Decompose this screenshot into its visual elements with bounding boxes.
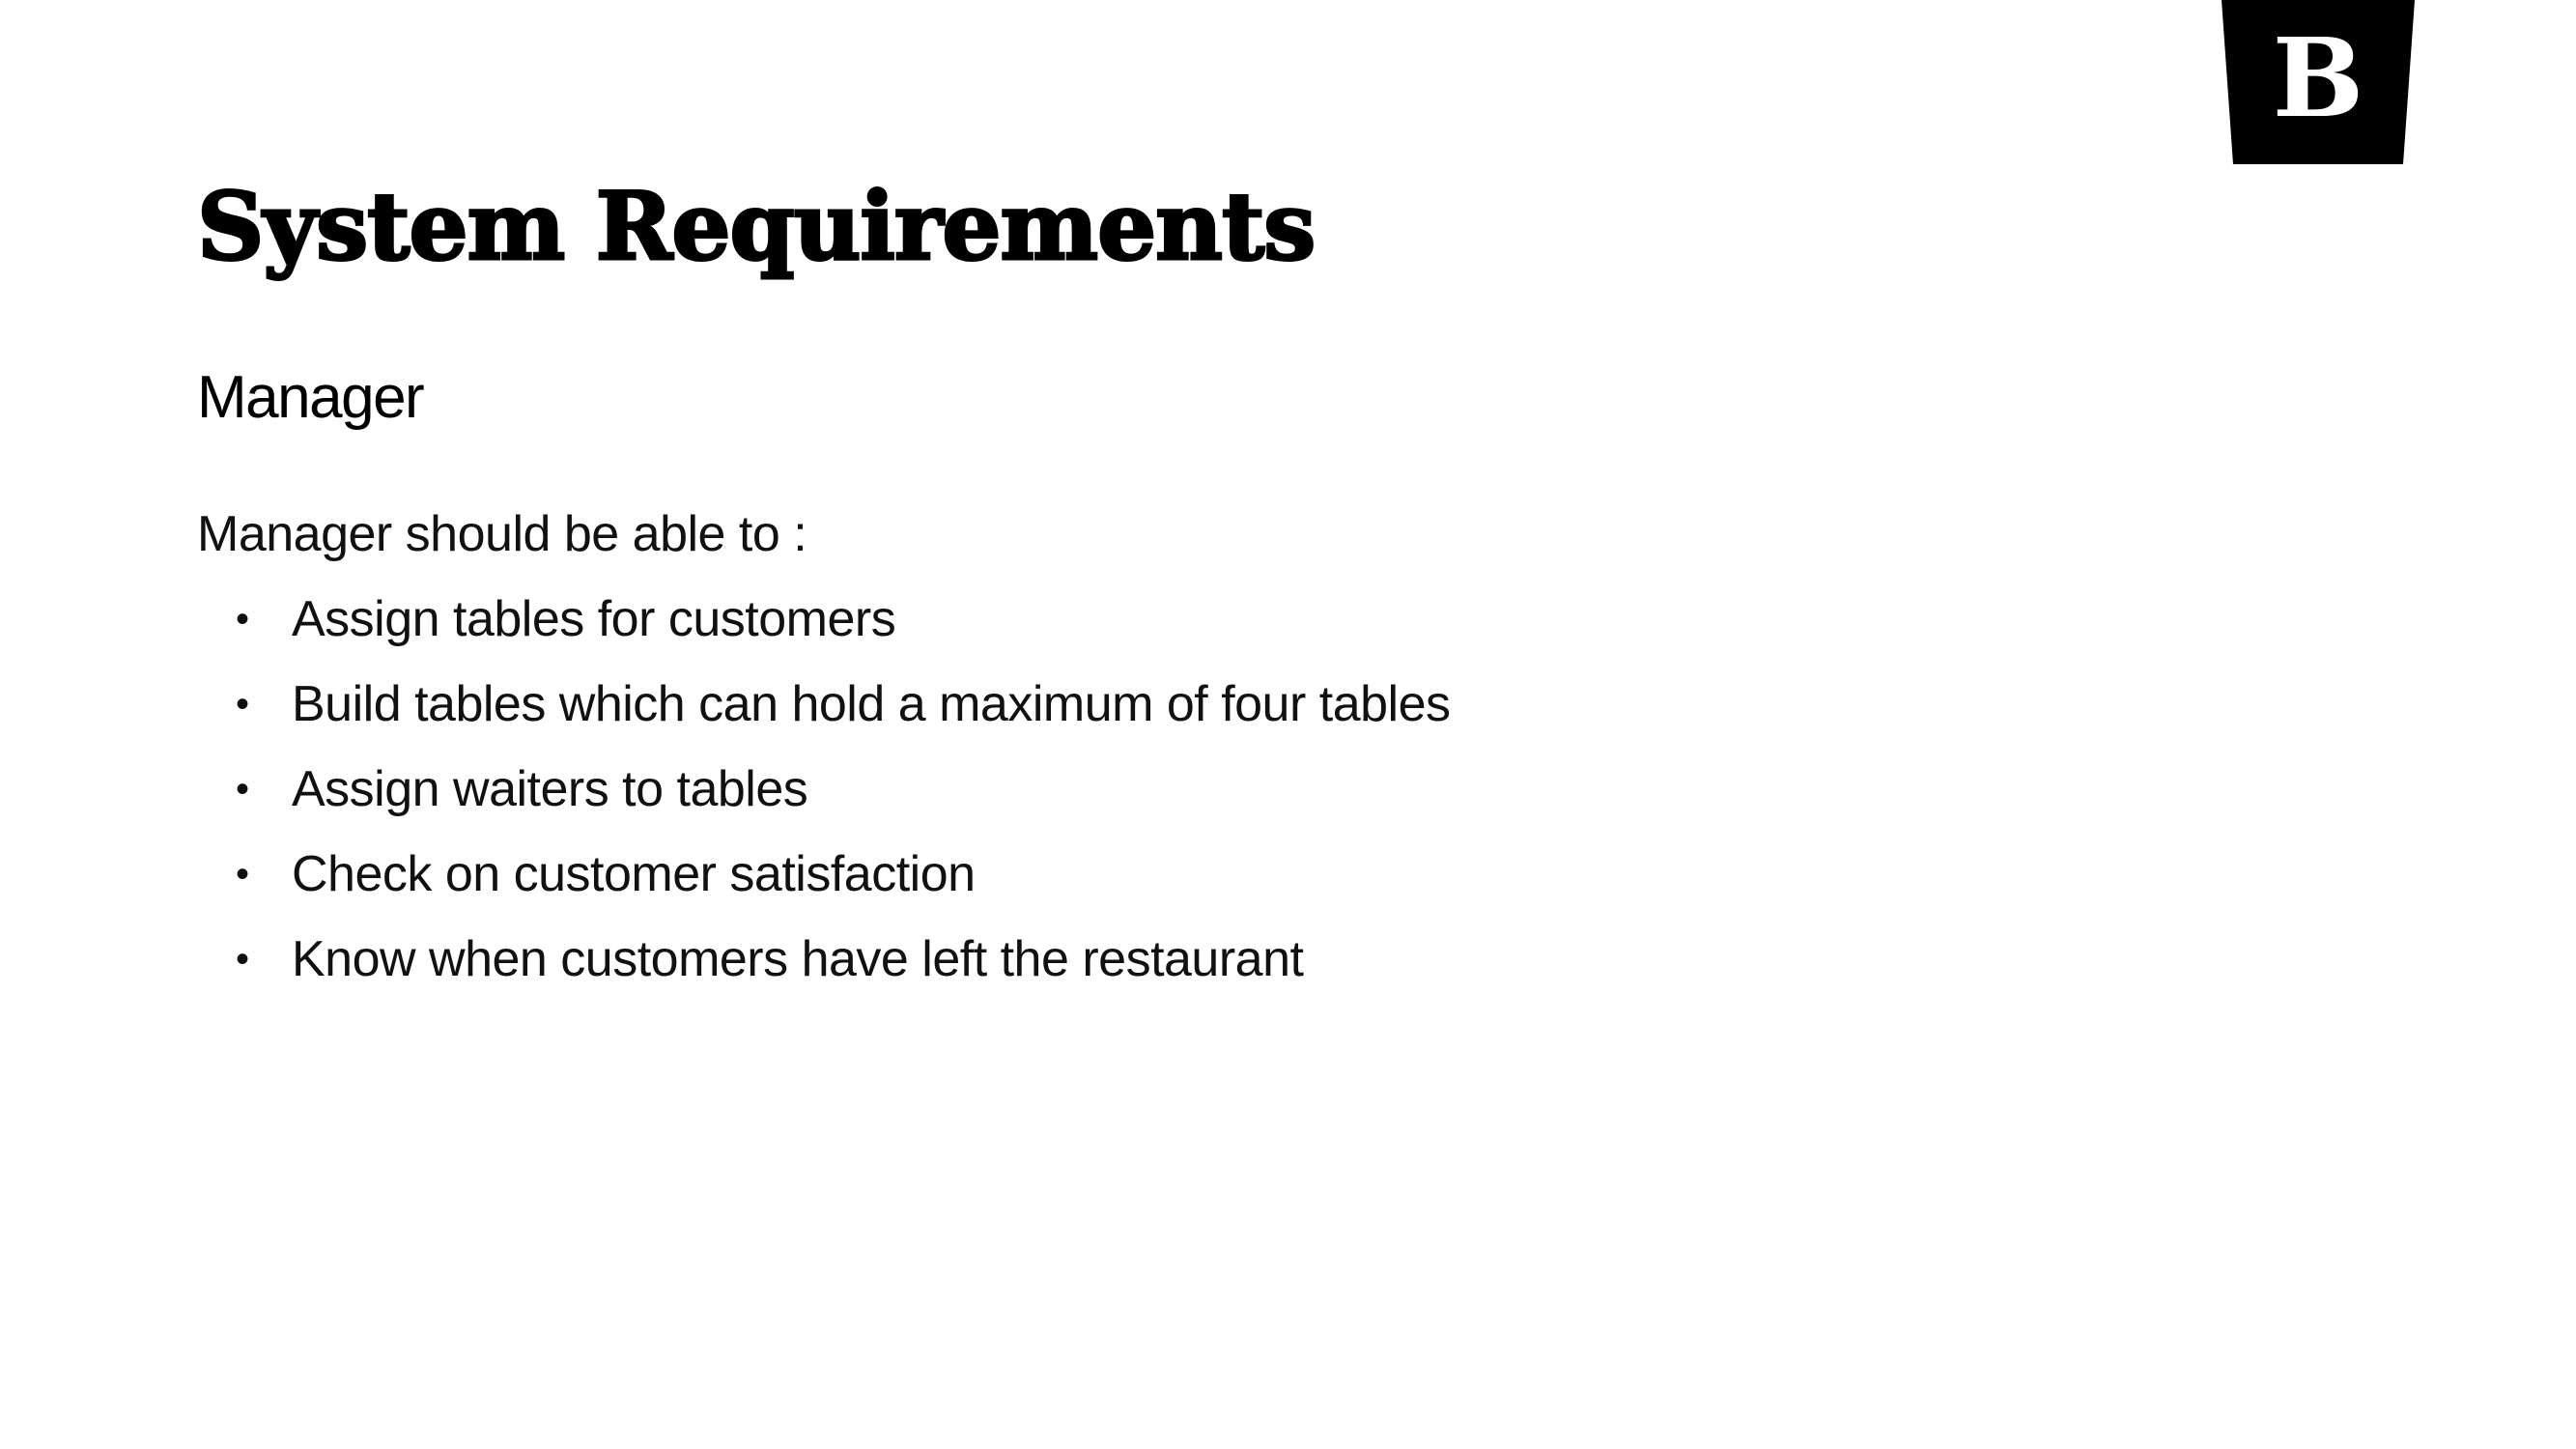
intro-text: Manager should be able to :: [197, 506, 807, 562]
brand-logo-icon: [2222, 0, 2415, 164]
bullet-icon: •: [236, 853, 249, 895]
list-item-text: Assign tables for customers: [292, 591, 896, 647]
logo-letter: B: [2272, 15, 2364, 142]
bullet-icon: •: [236, 598, 249, 640]
list-item-text: Assign waiters to tables: [292, 761, 808, 817]
bullet-icon: •: [236, 938, 249, 980]
list-item-text: Build tables which can hold a maximum of four tables: [292, 676, 1451, 732]
section-subtitle: Manager: [197, 364, 424, 431]
bullet-icon: •: [236, 683, 249, 725]
bullet-icon: •: [236, 768, 249, 810]
page-title: System Requirements: [197, 172, 1316, 281]
list-item-text: Know when customers have left the restaurant: [292, 931, 1304, 987]
list-item-text: Check on customer satisfaction: [292, 846, 976, 902]
